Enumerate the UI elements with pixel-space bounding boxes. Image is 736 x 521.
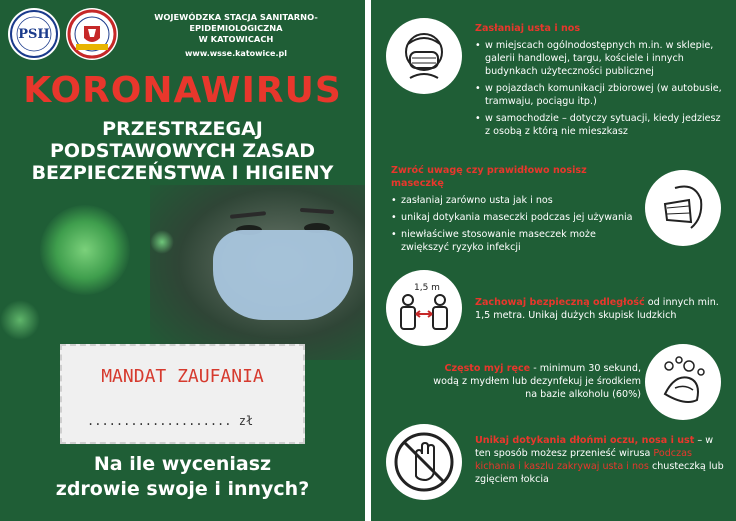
section-heading: Zachowaj bezpieczną odległość xyxy=(475,297,645,308)
trust-ticket xyxy=(60,344,305,444)
sanepid-emblem-logo xyxy=(66,8,118,60)
logos xyxy=(8,8,118,60)
subtitle-line: BEZPIECZEŃSTWA I HIGIENY xyxy=(31,162,334,184)
no-touching-face-icon xyxy=(386,424,462,500)
virus-icon xyxy=(0,300,40,340)
section-text: chusteczką lub zgięciem łokcia xyxy=(475,461,724,485)
question-line: zdrowie swoje i innych? xyxy=(55,478,310,500)
list-item: • unikaj dotykania maseczki podczas jej używania xyxy=(391,211,641,224)
section-list xyxy=(475,39,723,138)
left-page xyxy=(0,0,365,521)
section-wash-hands xyxy=(431,362,641,401)
section-text: - minimum 30 sekund, wodą z mydłem lub dezynfekuj je środkiem na bazie alkoholu (60%) xyxy=(433,363,641,400)
list-item: • w miejscach ogólnodostępnych m.in. w sklepie, galerii handlowej, targu, kościele i innych budynkach użyteczności publicznej xyxy=(475,39,723,78)
ticket-title: MANDAT ZAUFANIA xyxy=(101,366,264,387)
closing-question xyxy=(0,452,365,502)
virus-icon xyxy=(40,205,130,295)
right-page xyxy=(371,0,736,521)
virus-icon xyxy=(150,230,174,254)
section-heading: Zwróć uwagę czy prawidłowo nosisz maseczkę xyxy=(391,165,587,189)
institution-name: WOJEWÓDZKA STACJA SANITARNO-EPIDEMIOLOGICZNA xyxy=(154,12,318,33)
institution-header xyxy=(120,12,352,59)
list-item: • w pojazdach komunikacji zbiorowej (w autobusie, tramwaju, pociągu itp.) xyxy=(475,82,723,108)
subtitle xyxy=(0,118,365,184)
list-item: • w samochodzie – dotyczy sytuacji, kiedy jedziesz z osobą z którą nie mieszkasz xyxy=(475,112,723,138)
subtitle-line: PRZESTRZEGAJ xyxy=(102,118,263,140)
face-mask xyxy=(213,230,353,320)
list-item: • niewłaściwe stosowanie maseczek może zwiększyć ryzyko infekcji xyxy=(391,228,641,254)
section-text: – w ten sposób możesz przenieść wirusa xyxy=(475,435,714,459)
section-heading: Często myj ręce xyxy=(444,363,531,374)
subtitle-line: PODSTAWOWYCH ZASAD xyxy=(49,140,316,162)
question-line: Na ile wyceniasz xyxy=(93,453,272,475)
list-item: • zasłaniaj zarówno usta jak i nos xyxy=(391,194,641,207)
social-distance-icon xyxy=(386,270,462,346)
institution-city: W KATOWICACH xyxy=(198,34,274,44)
handwash-icon xyxy=(645,344,721,420)
ticket-amount-line: .................... zł xyxy=(87,414,254,428)
psh-logo: PSH xyxy=(8,8,60,60)
distance-label: 1,5 m xyxy=(414,283,440,293)
section-wear-mask-correctly xyxy=(391,164,641,254)
face-mask-icon xyxy=(386,18,462,94)
mask-profile-icon xyxy=(645,170,721,246)
main-title: KORONAWIRUS xyxy=(23,70,342,111)
section-text-emphasis: Podczas kichania i kaszlu zakrywaj usta i nos xyxy=(475,448,692,472)
institution-url[interactable]: www.wsse.katowice.pl xyxy=(185,49,287,58)
section-text: od innych min. 1,5 metra. Unikaj dużych skupisk ludzkich xyxy=(475,297,719,321)
section-heading: Zasłaniaj usta i nos xyxy=(475,23,581,34)
section-heading: Unikaj dotykania dłońmi oczu, nosa i ust xyxy=(475,435,695,446)
section-avoid-touching xyxy=(475,434,725,486)
section-list xyxy=(391,194,641,254)
section-cover-mouth-nose xyxy=(475,22,723,138)
section-keep-distance xyxy=(475,296,723,322)
